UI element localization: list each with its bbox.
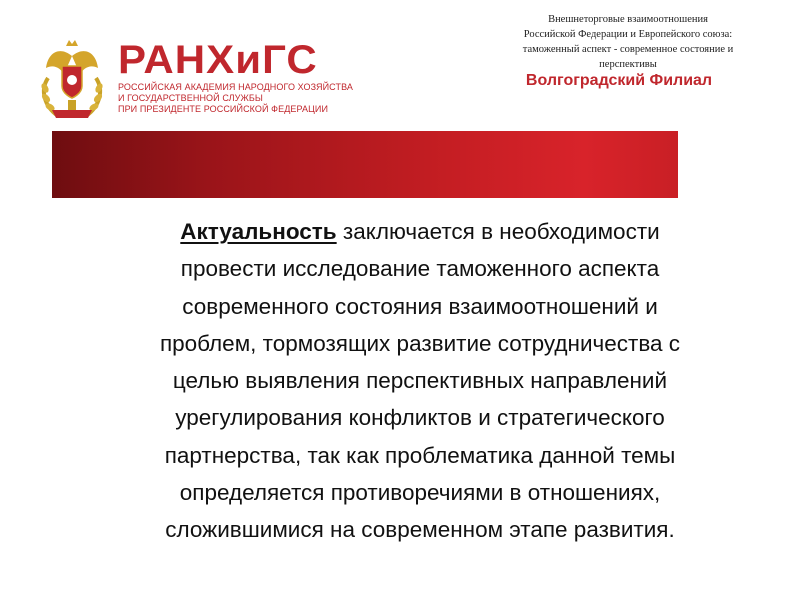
topic-line: Внешнеторговые взаимоотношения bbox=[548, 14, 708, 25]
title-bar bbox=[52, 131, 678, 198]
branch-name: Волгоградский Филиал bbox=[525, 72, 713, 89]
topic-line: таможенный аспект - современное состояние и bbox=[522, 44, 734, 55]
keyword: Актуальность bbox=[180, 219, 337, 244]
logo bbox=[118, 38, 353, 115]
body-line: партнерства, так как проблематика данной темы bbox=[164, 442, 676, 468]
logo-subtitle-line: ПРИ ПРЕЗИДЕНТЕ РОССИЙСКОЙ ФЕДЕРАЦИИ bbox=[118, 104, 329, 114]
coat-of-arms-icon bbox=[38, 38, 106, 124]
topic-line: перспективы bbox=[599, 59, 657, 70]
body-line: современного состояния взаимоотношений и bbox=[182, 293, 658, 319]
body-line bbox=[70, 213, 770, 250]
body-line: сложившимися на современном этапе развития. bbox=[165, 517, 675, 543]
logo-subtitle-line: РОССИЙСКАЯ АКАДЕМИЯ НАРОДНОГО ХОЗЯЙСТВА bbox=[118, 82, 353, 92]
presentation-topic bbox=[478, 12, 778, 72]
body-paragraph bbox=[70, 213, 770, 549]
topic-line: Российской Федерации и Европейского союза: bbox=[523, 29, 733, 40]
logo-title: РАНХиГС bbox=[118, 38, 318, 82]
body-line: проблем, тормозящих развитие сотрудничества с bbox=[159, 330, 681, 356]
body-line: определяется противоречиями в отношениях, bbox=[179, 480, 661, 506]
body-line: провести исследование таможенного аспекта bbox=[180, 256, 660, 282]
logo-subtitle bbox=[118, 82, 353, 115]
logo-subtitle-line: И ГОСУДАРСТВЕННОЙ СЛУЖБЫ bbox=[118, 93, 263, 103]
body-line-text: заключается в необходимости bbox=[336, 219, 660, 244]
body-line: целью выявления перспективных направлений bbox=[172, 368, 668, 394]
body-line: урегулирования конфликтов и стратегического bbox=[175, 405, 665, 431]
